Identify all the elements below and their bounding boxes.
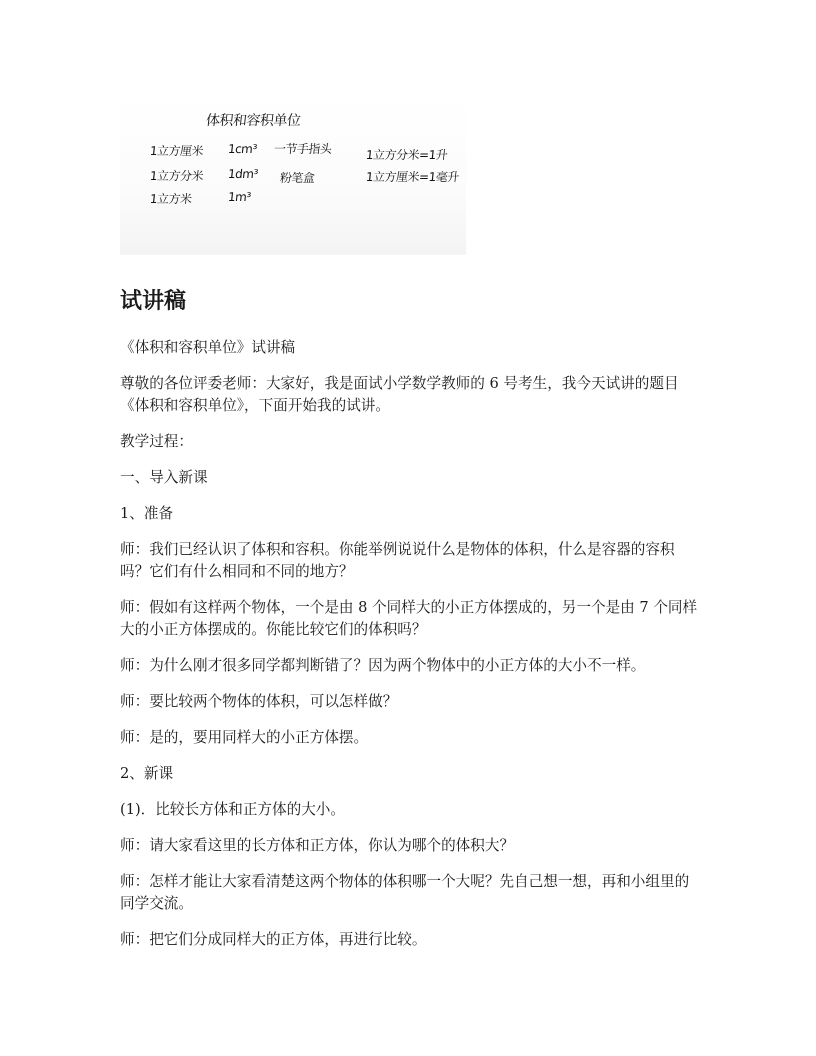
paragraph: 师：是的，要用同样大的小正方体摆。: [120, 729, 369, 746]
doc-subtitle: 《体积和容积单位》试讲稿: [120, 339, 296, 356]
section-heading-intro: 一、导入新课: [120, 469, 208, 486]
subsection-heading-prepare: 1、准备: [120, 505, 174, 522]
paragraph-greeting: 尊敬的各位评委老师：大家好，我是面试小学数学教师的 6 号考生，我今天试讲的题目《体积和容积单位》，下面开始我的试讲。: [120, 375, 679, 414]
paragraph: 师：为什么刚才很多同学都判断错了？因为两个物体中的小正方体的大小不一样。: [120, 657, 646, 674]
board-example-dm: 粉笔盒: [279, 171, 316, 185]
board-symbol-m: 1m³: [227, 190, 252, 204]
paragraph: 师：怎样才能让大家看清楚这两个物体的体积哪一个大呢？先自己想一想，再和小组里的同学交流。: [120, 873, 690, 912]
board-conversion-milliliter: 1立方厘米=1毫升: [365, 170, 460, 184]
board-example-cm: 一节手指头: [273, 142, 333, 156]
list-item-compare: (1)．比较长方体和正方体的大小。: [120, 801, 345, 818]
board-unit-cm: 1立方厘米: [149, 144, 204, 158]
page-heading: 试讲稿: [120, 289, 187, 314]
paragraph: 师：假如有这样两个物体，一个是由 8 个同样大的小正方体摆成的，另一个是由 7 个同样大的小正方体摆成的。你能比较它们的体积吗？: [120, 599, 698, 638]
board-title: 体积和容积单位: [205, 113, 302, 129]
blackboard-photo: [120, 98, 466, 255]
subsection-heading-new-lesson: 2、新课: [120, 765, 174, 782]
paragraph: 师：我们已经认识了体积和容积。你能举例说说什么是物体的体积，什么是容器的容积吗？它们有什么相同和不同的地方？: [120, 541, 675, 580]
paragraph-process-label: 教学过程：: [120, 433, 193, 450]
board-unit-m: 1立方米: [149, 192, 193, 206]
paragraph: 师：要比较两个物体的体积，可以怎样做？: [120, 693, 398, 710]
board-symbol-dm: 1dm³: [227, 167, 259, 181]
board-unit-dm: 1立方分米: [149, 169, 204, 183]
paragraph: 师：请大家看这里的长方体和正方体，你认为哪个的体积大？: [120, 837, 515, 854]
paragraph: 师：把它们分成同样大的正方体，再进行比较。: [120, 931, 427, 948]
document-body: [120, 337, 698, 965]
board-conversion-liter: 1立方分米=1升: [365, 148, 449, 162]
board-symbol-cm: 1cm³: [227, 142, 258, 156]
